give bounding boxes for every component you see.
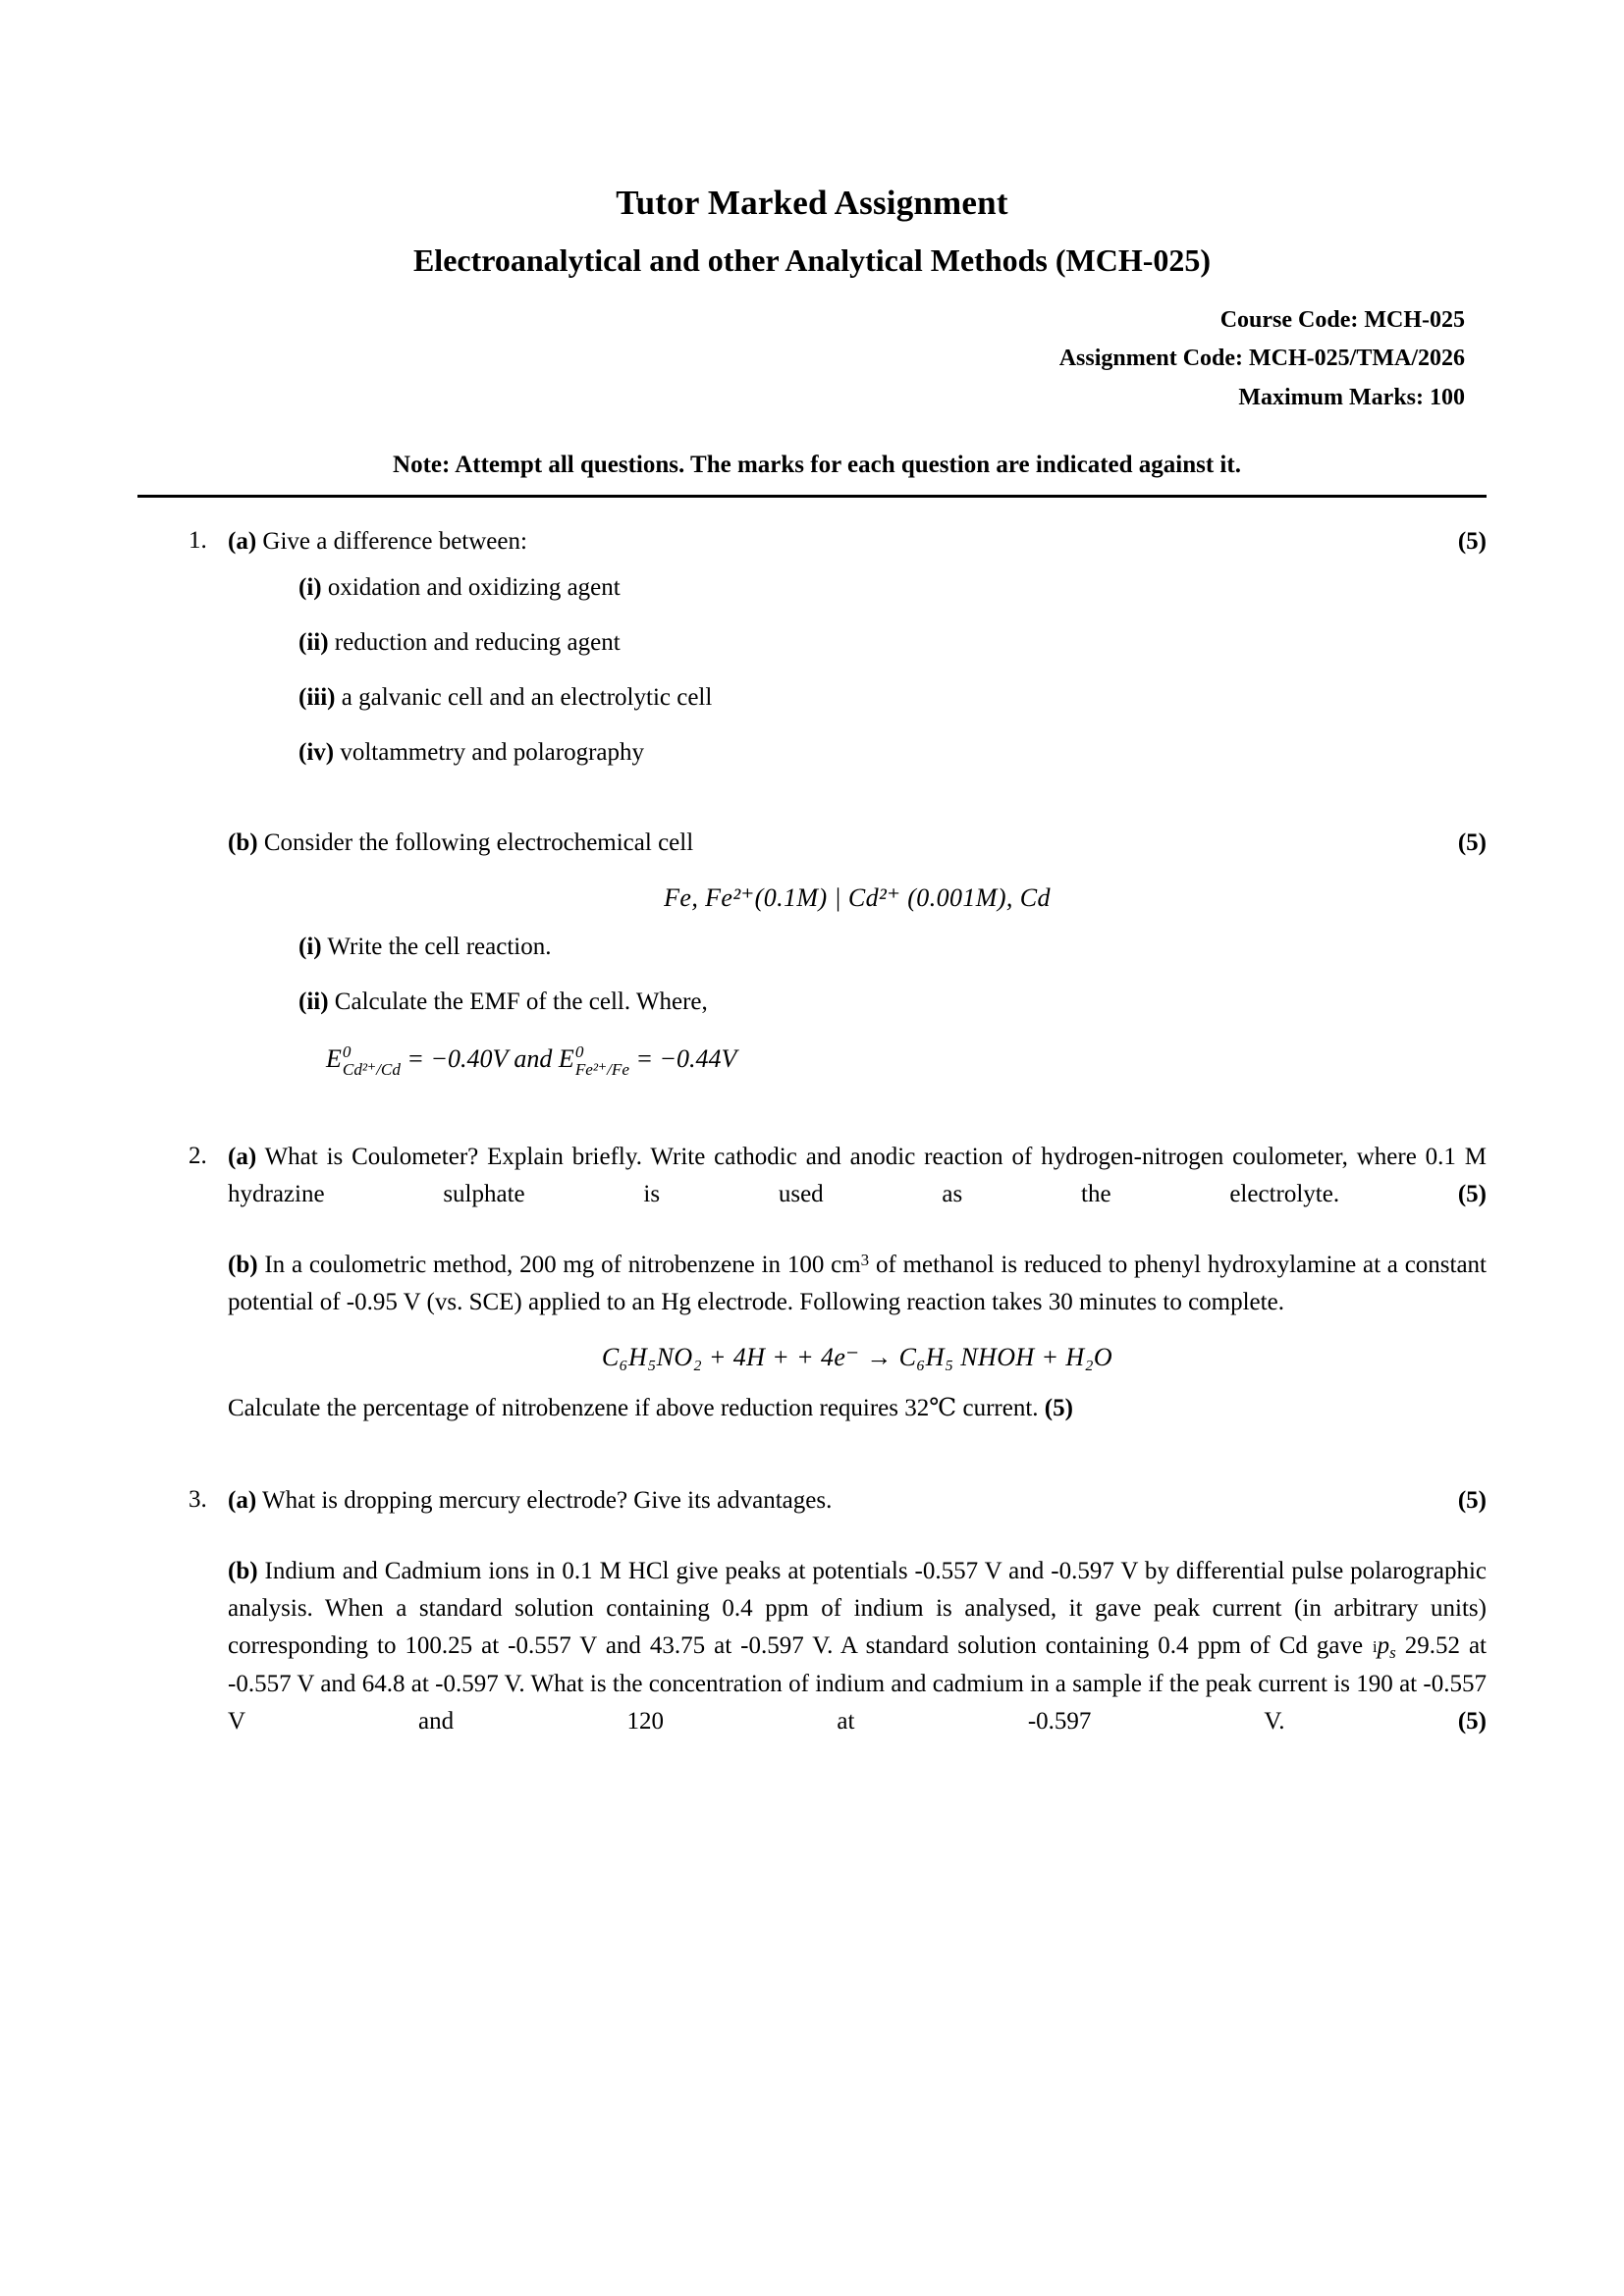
emf-equation [228, 1041, 1487, 1079]
list-item [298, 680, 1487, 716]
peak-current-main: p [1377, 1631, 1390, 1659]
question-1b-label: (b) [228, 828, 258, 856]
list-item-text: voltammetry and polarography [340, 739, 644, 767]
question-2a-label: (a) [228, 1144, 257, 1171]
assignment-meta [137, 301, 1487, 418]
question-2b-text-2: of methanol is reduced to phenyl hydroxylamine at a constant potential of -0.95 V (vs. SCE) applied to an Hg electrode. Following reaction takes 30 minutes to complete. [228, 1252, 1488, 1316]
roman-numeral: (iii) [298, 684, 336, 712]
emf-symbol-1: E [326, 1043, 342, 1073]
roman-numeral: (ii) [298, 628, 329, 656]
question-2b [228, 1247, 1487, 1321]
list-item-text: oxidation and oxidizing agent [327, 573, 621, 601]
page-subtitle: Electroanalytical and other Analytical Methods (MCH-025) [412, 241, 1212, 278]
list-item-text: Write the cell reaction. [327, 934, 552, 961]
question-2b-text-1: In a coulometric method, 200 mg of nitrobenzene in 100 cm [264, 1252, 861, 1279]
emf-sup-2: 0 [574, 1042, 584, 1062]
question-2b-closing-text: Calculate the percentage of nitrobenzene if above reduction requires 32℃ current. [228, 1394, 1039, 1421]
question-3a-text: What is dropping mercury electrode? Give its advantages. [261, 1486, 833, 1514]
cell-notation-equation: Fe, Fe²⁺(0.1M) | Cd²⁺ (0.001M), Cd [664, 882, 1051, 912]
question-2-number: 2. [189, 1143, 207, 1170]
question-1b-text: Consider the following electrochemical cell [263, 828, 694, 856]
question-1-body [228, 523, 1487, 1085]
question-1b-marks: (5) [1457, 828, 1487, 856]
page-title: Tutor Marked Assignment [616, 184, 1008, 222]
question-3-body [228, 1482, 1487, 1740]
roman-numeral: (iv) [298, 739, 335, 767]
questions-container [137, 523, 1487, 1740]
question-2b-closing [228, 1390, 1487, 1427]
question-2a [228, 1139, 1487, 1213]
instructions-note: Note: Attempt all questions. The marks for each question are indicated against it. [393, 451, 1241, 478]
question-2-body [228, 1139, 1487, 1427]
question-3b-text-2: 29.52 at -0.557 V and 64.8 at -0.597 V. What is the concentration of indium and cadmium in a sample if the peak current is 190 at -0.557 V and 120 at -0.597 V. [228, 1631, 1488, 1735]
question-3b-label: (b) [228, 1557, 258, 1584]
emf-sub-2: Fe²⁺/Fe [574, 1059, 629, 1079]
list-item [298, 930, 1487, 965]
question-3a [228, 1482, 1487, 1520]
list-item [298, 570, 1487, 606]
question-1 [175, 523, 1487, 1085]
list-item [298, 985, 1487, 1020]
question-2b-superscript: 3 [860, 1251, 870, 1270]
question-2b-label: (b) [228, 1252, 258, 1279]
list-item-text: reduction and reducing agent [334, 628, 621, 656]
roman-numeral: (i) [298, 934, 322, 961]
question-3 [175, 1482, 1487, 1740]
emf-mid-text: = −0.40V and [406, 1043, 559, 1073]
question-1b [228, 825, 1487, 862]
maximum-marks: Maximum Marks: 100 [1238, 384, 1465, 410]
course-code: Course Code: MCH-025 [1219, 306, 1465, 333]
question-2a-text: What is Coulometer? Explain briefly. Write cathodic and anodic reaction of hydrogen-nitrogen coulometer, where 0.1 M hydrazine sulphate is used as the electrolyte. [228, 1144, 1487, 1208]
question-3a-marks: (5) [1457, 1486, 1487, 1514]
question-1a [228, 523, 1487, 561]
list-item-text: a galvanic cell and an electrolytic cell [341, 684, 713, 712]
question-1a-marks: (5) [1457, 527, 1487, 555]
assignment-code: Assignment Code: MCH-025/TMA/2026 [1058, 346, 1465, 372]
emf-supsub-2 [575, 1043, 629, 1078]
peak-current-sub: s [1389, 1642, 1396, 1662]
question-2b-marks: (5) [1044, 1394, 1073, 1421]
question-2a-marks: (5) [1457, 1181, 1487, 1208]
emf-symbol-2: E [558, 1043, 574, 1073]
list-item-text: Calculate the EMF of the cell. Where, [334, 988, 708, 1016]
list-item [298, 625, 1487, 661]
question-1a-label: (a) [228, 527, 257, 555]
horizontal-divider [137, 495, 1487, 498]
emf-end-text: = −0.44V [635, 1043, 737, 1073]
emf-sub-1: Cd²⁺/Cd [342, 1059, 401, 1079]
roman-numeral: (ii) [298, 988, 329, 1016]
nitrobenzene-reaction-equation: C₆H₅NO₂ + 4H + + 4e⁻ → C₆H₅ NHOH + H₂O [601, 1343, 1113, 1372]
question-3-number: 3. [189, 1485, 207, 1513]
emf-sup-1: 0 [342, 1042, 352, 1062]
question-3b-text-1: Indium and Cadmium ions in 0.1 M HCl give peaks at potentials -0.557 V and -0.597 V by differential pulse polarographic analysis. When a standard solution containing 0.4 ppm of indium is analysed, it gave peak current (in arbitrary units) corresponding to 100.25 at -0.557 V and 43.75 at -0.597 V. A standard solution containing 0.4 ppm of Cd gave [228, 1557, 1487, 1659]
list-item [298, 735, 1487, 771]
question-1-number: 1. [189, 526, 207, 554]
peak-current-sup: i [1373, 1636, 1378, 1656]
question-1b-sublist [228, 930, 1487, 1021]
question-1a-sublist [228, 570, 1487, 772]
question-3b [228, 1553, 1487, 1740]
roman-numeral: (i) [298, 573, 322, 601]
question-1a-text: Give a difference between: [262, 527, 527, 555]
question-3a-label: (a) [228, 1486, 257, 1514]
question-3b-marks: (5) [1457, 1707, 1488, 1735]
question-2 [175, 1139, 1487, 1427]
emf-supsub-1 [343, 1043, 401, 1078]
